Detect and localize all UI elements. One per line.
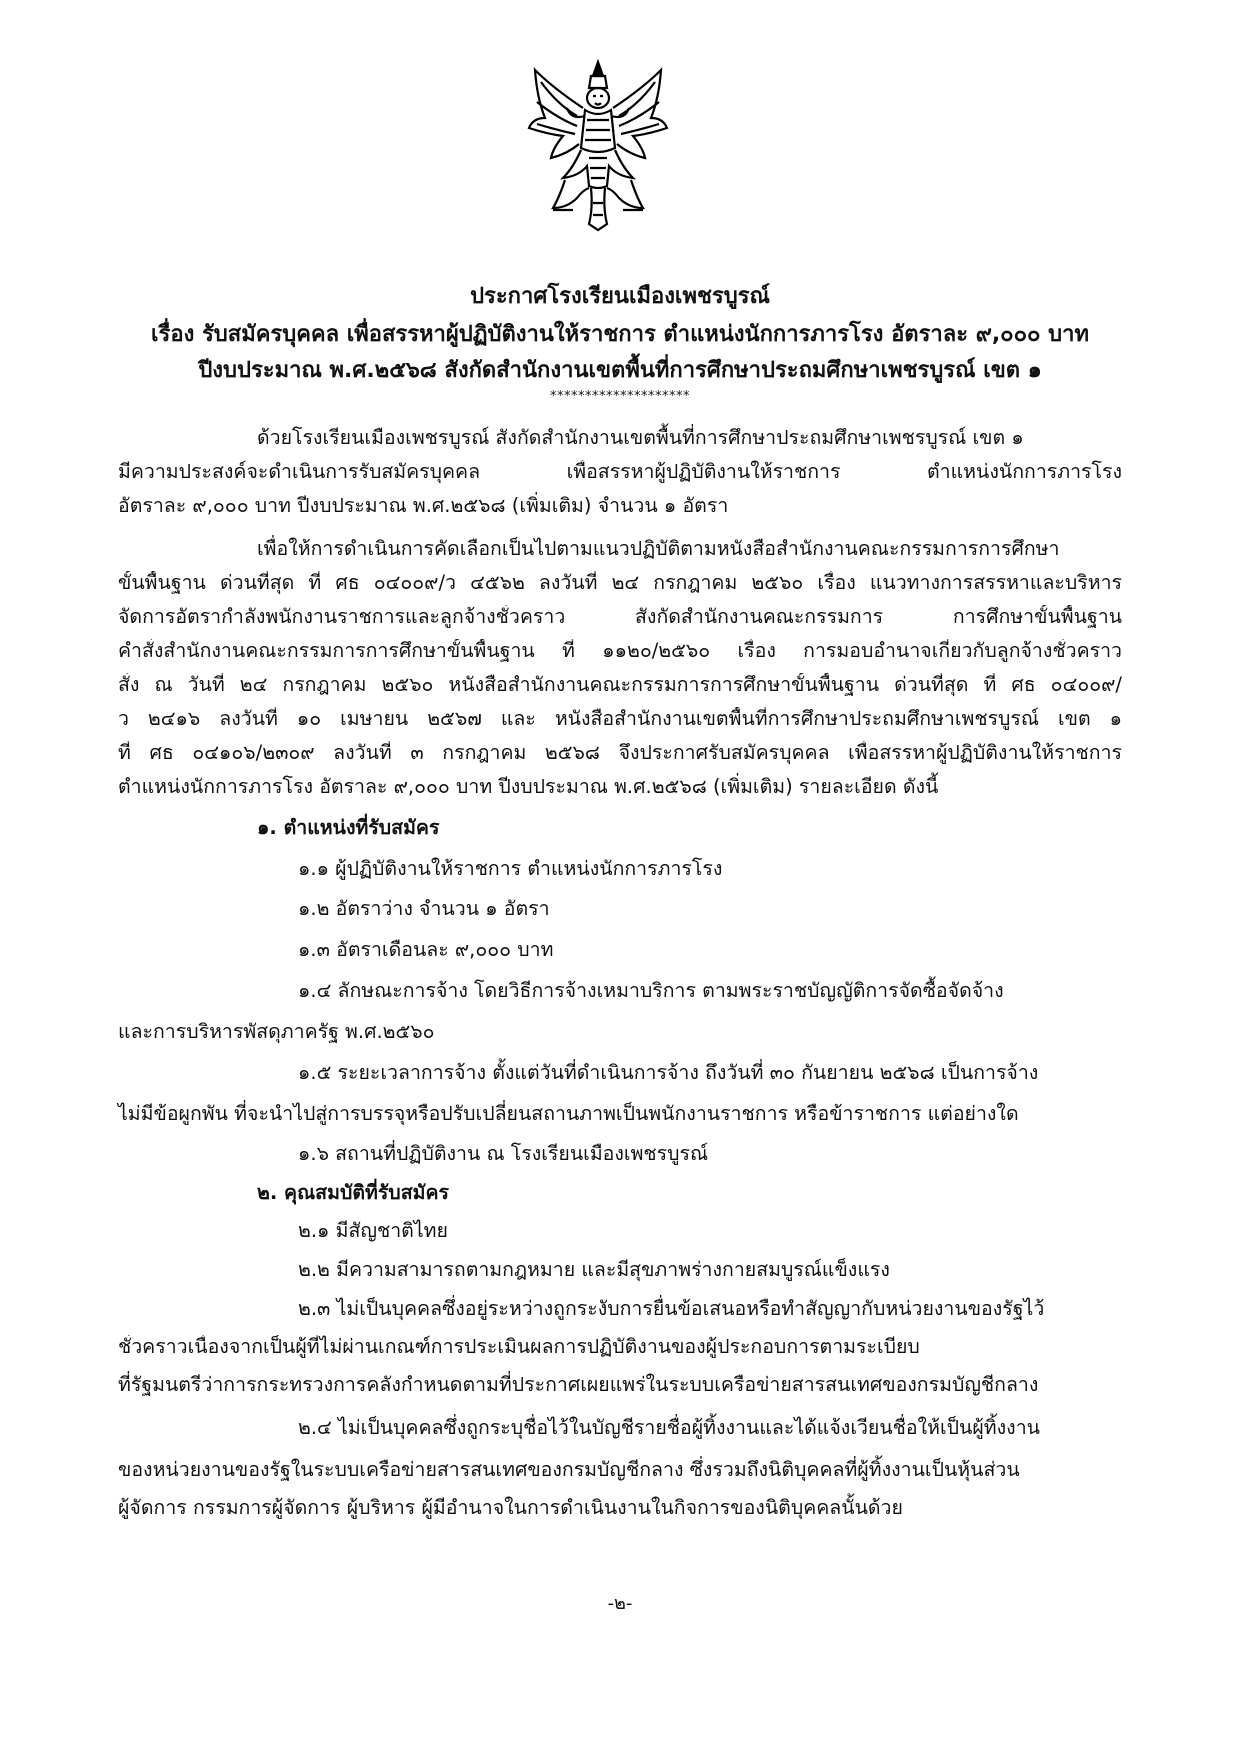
garuda-emblem-icon [523,58,673,233]
section2-item-continuation: ผู้จัดการ กรรมการผู้จัดการ ผู้บริหาร ผู้มีอำนาจในการดำเนินงานในกิจการของนิติบุคคลนั้นด้วย [118,1496,903,1519]
paragraph1-line: มีความประสงค์จะดำเนินการรับสมัครบุคคล เพื่อสรรหาผู้ปฏิบัติงานให้ราชการ ตำแหน่งนักการภารโรง [118,460,1122,483]
section2-heading: ๒. คุณสมบัติที่รับสมัคร [257,1181,449,1204]
section2-item: ๒.๔ ไม่เป็นบุคคลซึ่งถูกระบุชื่อไว้ในบัญชีรายชื่อผู้ทิ้งงานและได้แจ้งเวียนชื่อให้เป็นผู้ทิ้งงาน [298,1416,1040,1439]
section2-item: ๒.๑ มีสัญชาติไทย [298,1219,448,1242]
paragraph1-line: อัตราละ ๙,๐๐๐ บาท ปีงบประมาณ พ.ศ.๒๕๖๘ (เพิ่มเติม) จำนวน ๑ อัตรา [118,494,729,517]
title-separator: ******************** [550,389,690,404]
section1-item: ๑.๕ ระยะเวลาการจ้าง ตั้งแต่วันที่ดำเนินการจ้าง ถึงวันที่ ๓๐ กันยายน ๒๕๖๘ เป็นการจ้าง [298,1061,1039,1084]
paragraph2-line: จัดการอัตรากำลังพนักงานราชการและลูกจ้างชั่วคราว สังกัดสำนักงานคณะกรรมการ การศึกษาขั้นพื้นฐาน [118,605,1122,628]
section2-item-continuation: ของหน่วยงานของรัฐในระบบเครือข่ายสารสนเทศของกรมบัญชีกลาง ซึ่งรวมถึงนิติบุคคลที่ผู้ทิ้งงานเป็นหุ้นส่วน [118,1458,1020,1481]
section2-item-continuation: ชั่วคราวเนื่องจากเป็นผู้ที่ไม่ผ่านเกณฑ์การประเมินผลการปฏิบัติงานของผู้ประกอบการตามระเบียบ [118,1335,920,1358]
section1-item: ๑.๖ สถานที่ปฏิบัติงาน ณ โรงเรียนเมืองเพชรบูรณ์ [298,1142,709,1165]
section1-item: ๑.๓ อัตราเดือนละ ๙,๐๐๐ บาท [298,938,554,961]
section1-item-continuation: ไม่มีข้อผูกพัน ที่จะนำไปสู่การบรรจุหรือปรับเปลี่ยนสถานภาพเป็นพนักงานราชการ หรือข้าราชการ แต่อย่างใด [118,1102,1019,1125]
section1-heading: ๑. ตำแหน่งที่รับสมัคร [257,816,440,839]
section1-item: ๑.๑ ผู้ปฏิบัติงานให้ราชการ ตำแหน่งนักการภารโรง [298,857,723,880]
paragraph2-line: ว ๒๔๑๖ ลงวันที่ ๑๐ เมษายน ๒๕๖๗ และ หนังสือสำนักงานเขตพื้นที่การศึกษาประถมศึกษาเพชรบูรณ์ เขต ๑ [118,707,1122,730]
section1-item: ๑.๔ ลักษณะการจ้าง โดยวิธีการจ้างเหมาบริการ ตามพระราชบัญญัติการจัดซื้อจัดจ้าง [298,979,1004,1002]
page-number: -๒- [607,1593,633,1614]
section2-item: ๒.๓ ไม่เป็นบุคคลซึ่งอยู่ระหว่างถูกระงับการยื่นข้อเสนอหรือทำสัญญากับหน่วยงานของรัฐไว้ [298,1297,1045,1320]
paragraph2-line: สั่ง ณ วันที่ ๒๔ กรกฎาคม ๒๕๖๐ หนังสือสำนักงานคณะกรรมการการศึกษาขั้นพื้นฐาน ด่วนที่สุด ที่ ศธ ๐๔๐๐๙/ [118,673,1122,696]
paragraph2-line: ที่ ศธ ๐๔๑๐๖/๒๓๐๙ ลงวันที่ ๓ กรกฎาคม ๒๕๖๘ จึงประกาศรับสมัครบุคคล เพื่อสรรหาผู้ปฏิบัติงานให้ราชการ [118,741,1122,764]
section2-item: ๒.๒ มีความสามารถตามกฎหมาย และมีสุขภาพร่างกายสมบูรณ์แข็งแรง [298,1258,890,1281]
announcement-fiscal-year: ปีงบประมาณ พ.ศ.๒๕๖๘ สังกัดสำนักงานเขตพื้นที่การศึกษาประถมศึกษาเพชรบูรณ์ เขต ๑ [198,358,1042,383]
paragraph2-line: ขั้นพื้นฐาน ด่วนที่สุด ที่ ศธ ๐๔๐๐๙/ว ๔๕๖๒ ลงวันที่ ๒๔ กรกฎาคม ๒๕๖๐ เรื่อง แนวทางการสรรหาและบริหาร [118,571,1122,594]
paragraph2-line: คำสั่งสำนักงานคณะกรรมการการศึกษาขั้นพื้นฐาน ที่ ๑๑๒๐/๒๕๖๐ เรื่อง การมอบอำนาจเกี่ยวกับลูกจ้างชั่วคราว [118,639,1122,662]
section2-item-continuation: ที่รัฐมนตรีว่าการกระทรวงการคลังกำหนดตามที่ประกาศเผยแพร่ในระบบเครือข่ายสารสนเทศของกรมบัญชีกลาง [118,1373,1039,1396]
paragraph1-line: ด้วยโรงเรียนเมืองเพชรบูรณ์ สังกัดสำนักงานเขตพื้นที่การศึกษาประถมศึกษาเพชรบูรณ์ เขต ๑ [257,426,1024,449]
paragraph2-line: เพื่อให้การดำเนินการคัดเลือกเป็นไปตามแนวปฏิบัติตามหนังสือสำนักงานคณะกรรมการการศึกษา [257,537,1060,560]
announcement-subject: เรื่อง รับสมัครบุคคล เพื่อสรรหาผู้ปฏิบัติงานให้ราชการ ตำแหน่งนักการภารโรง อัตราละ ๙,๐๐๐ บาท [151,322,1089,347]
announcement-title: ประกาศโรงเรียนเมืองเพชรบูรณ์ [470,284,770,309]
section1-item: ๑.๒ อัตราว่าง จำนวน ๑ อัตรา [298,897,550,920]
paragraph2-line: ตำแหน่งนักการภารโรง อัตราละ ๙,๐๐๐ บาท ปีงบประมาณ พ.ศ.๒๕๖๘ (เพิ่มเติม) รายละเอียด ดังนี้ [118,775,939,798]
section1-item-continuation: และการบริหารพัสดุภาครัฐ พ.ศ.๒๕๖๐ [118,1020,435,1043]
